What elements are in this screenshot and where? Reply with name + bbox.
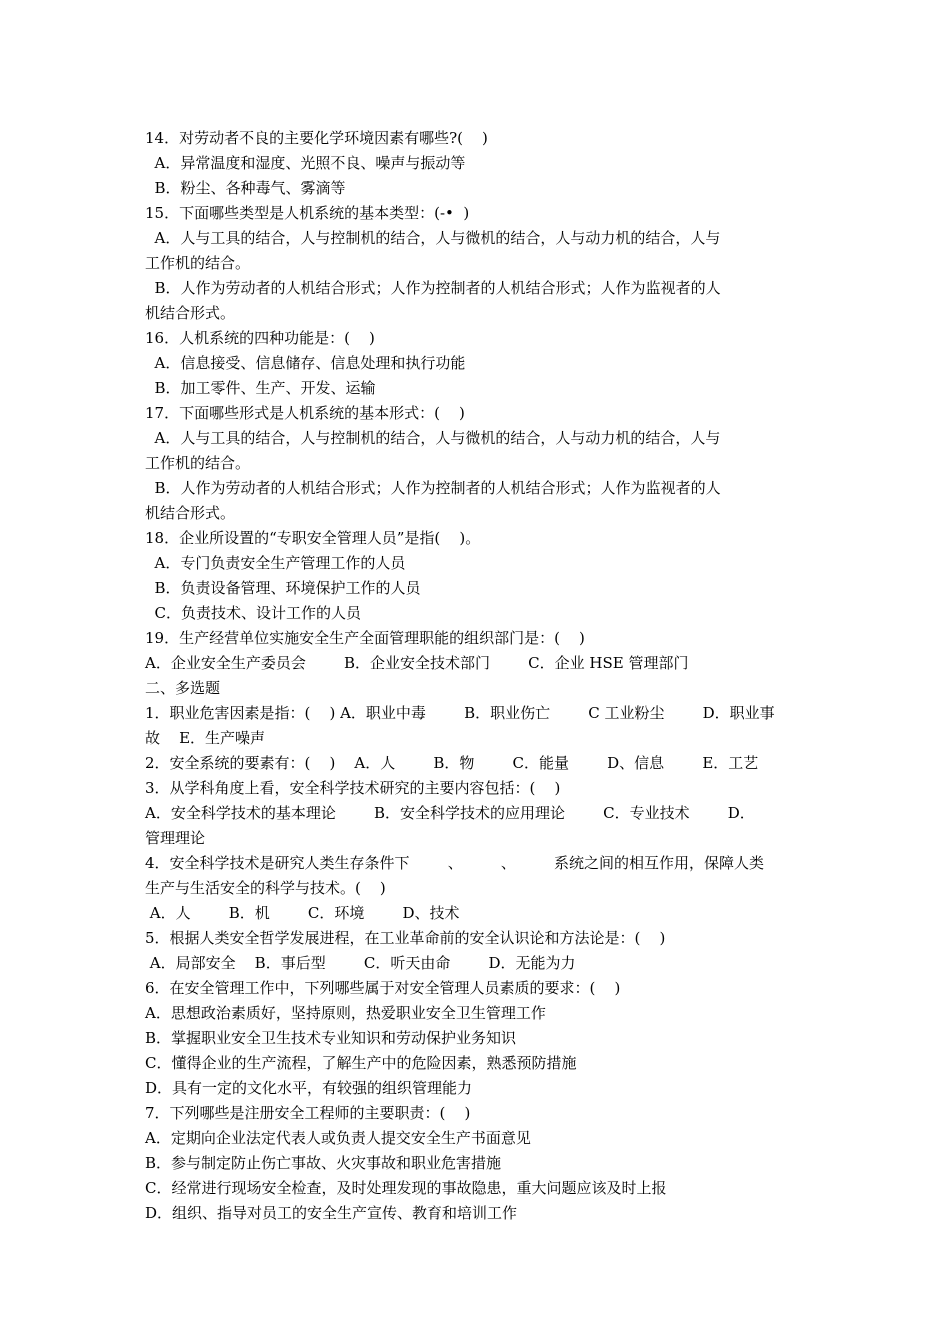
multi-option-6-d: D．具有一定的文化水平，有较强的组织管理能力: [145, 1079, 473, 1097]
option-15-b-line-1: B．人作为劳动者的人机结合形式；人作为控制者的人机结合形式；人作为监视者的人: [145, 279, 721, 297]
option-15-b-line-2: 机结合形式。: [145, 304, 236, 322]
multi-option-7-d: D．组织、指导对员工的安全生产宣传、教育和培训工作: [145, 1204, 518, 1222]
multi-option-7-b: B．参与制定防止伤亡事故、火灾事故和职业危害措施: [145, 1154, 502, 1172]
multi-question-1-line-1: 1．职业危害因素是指：( ) A．职业中毒 B．职业伤亡 C 工业粉尘 D．职业事: [145, 704, 775, 722]
question-17: 17．下面哪些形式是人机系统的基本形式：( ): [145, 404, 465, 422]
multi-option-7-c: C．经常进行现场安全检查，及时处理发现的事故隐患，重大问题应该及时上报: [145, 1179, 667, 1197]
document-page: [145, 126, 810, 1226]
option-18-c: C．负责技术、设计工作的人员: [145, 604, 362, 622]
multi-options-4: A．人 B．机 C．环境 D、技术: [145, 904, 460, 922]
multi-question-4-line-2: 生产与生活安全的科学与技术。( ): [145, 879, 386, 897]
question-15: 15．下面哪些类型是人机系统的基本类型：(-• ): [145, 204, 470, 222]
option-14-a: A．异常温度和湿度、光照不良、噪声与振动等: [145, 154, 466, 172]
multi-options-3-line-2: 管理理论: [145, 829, 206, 847]
option-18-b: B．负责设备管理、环境保护工作的人员: [145, 579, 421, 597]
option-17-a-line-1: A．人与工具的结合，人与控制机的结合，人与微机的结合，人与动力机的结合，人与: [145, 429, 721, 447]
option-17-b-line-1: B．人作为劳动者的人机结合形式；人作为控制者的人机结合形式；人作为监视者的人: [145, 479, 721, 497]
multi-question-5: 5．根据人类安全哲学发展进程，在工业革命前的安全认识论和方法论是：( ): [145, 929, 666, 947]
question-18: 18．企业所设置的“专职安全管理人员”是指( )。: [145, 529, 481, 547]
question-16: 16．人机系统的四种功能是：( ): [145, 329, 375, 347]
multi-option-6-b: B．掌握职业安全卫生技术专业知识和劳动保护业务知识: [145, 1029, 517, 1047]
option-15-a-line-1: A．人与工具的结合，人与控制机的结合，人与微机的结合，人与动力机的结合，人与: [145, 229, 721, 247]
option-17-b-line-2: 机结合形式。: [145, 504, 236, 522]
multi-options-3-line-1: A．安全科学技术的基本理论 B．安全科学技术的应用理论 C．专业技术 D．: [145, 804, 755, 822]
multi-option-6-c: C．懂得企业的生产流程，了解生产中的危险因素，熟悉预防措施: [145, 1054, 577, 1072]
option-14-b: B．粉尘、各种毒气、雾滴等: [145, 179, 346, 197]
multi-question-2: 2．安全系统的要素有：( ) A．人 B．物 C．能量 D、信息 E．工艺: [145, 754, 759, 772]
question-19: 19．生产经营单位实施安全生产全面管理职能的组织部门是：( ): [145, 629, 585, 647]
option-16-b: B．加工零件、生产、开发、运输: [145, 379, 376, 397]
multi-option-6-a: A．思想政治素质好，坚持原则，热爱职业安全卫生管理工作: [145, 1004, 546, 1022]
option-18-a: A．专门负责安全生产管理工作的人员: [145, 554, 406, 572]
option-16-a: A．信息接受、信息储存、信息处理和执行功能: [145, 354, 466, 372]
multi-question-7: 7．下列哪些是注册安全工程师的主要职责：( ): [145, 1104, 471, 1122]
multi-question-6: 6．在安全管理工作中，下列哪些属于对安全管理人员素质的要求：( ): [145, 979, 621, 997]
option-17-a-line-2: 工作机的结合。: [145, 454, 251, 472]
multi-question-4-line-1: 4．安全科学技术是研究人类生存条件下 、 、 系统之间的相互作用，保障人类: [145, 854, 764, 872]
multi-question-3: 3．从学科角度上看，安全科学技术研究的主要内容包括：( ): [145, 779, 561, 797]
section-heading-multiple-choice: 二、多选题: [145, 679, 221, 697]
multi-options-5: A．局部安全 B．事后型 C．听天由命 D．无能为力: [145, 954, 576, 972]
multi-option-7-a: A．定期向企业法定代表人或负责人提交安全生产书面意见: [145, 1129, 531, 1147]
options-19: A．企业安全生产委员会 B．企业安全技术部门 C．企业 HSE 管理部门: [145, 654, 689, 672]
multi-question-1-line-2: 故 E．生产噪声: [145, 729, 266, 747]
question-14: 14．对劳动者不良的主要化学环境因素有哪些?( ): [145, 129, 488, 147]
option-15-a-line-2: 工作机的结合。: [145, 254, 251, 272]
